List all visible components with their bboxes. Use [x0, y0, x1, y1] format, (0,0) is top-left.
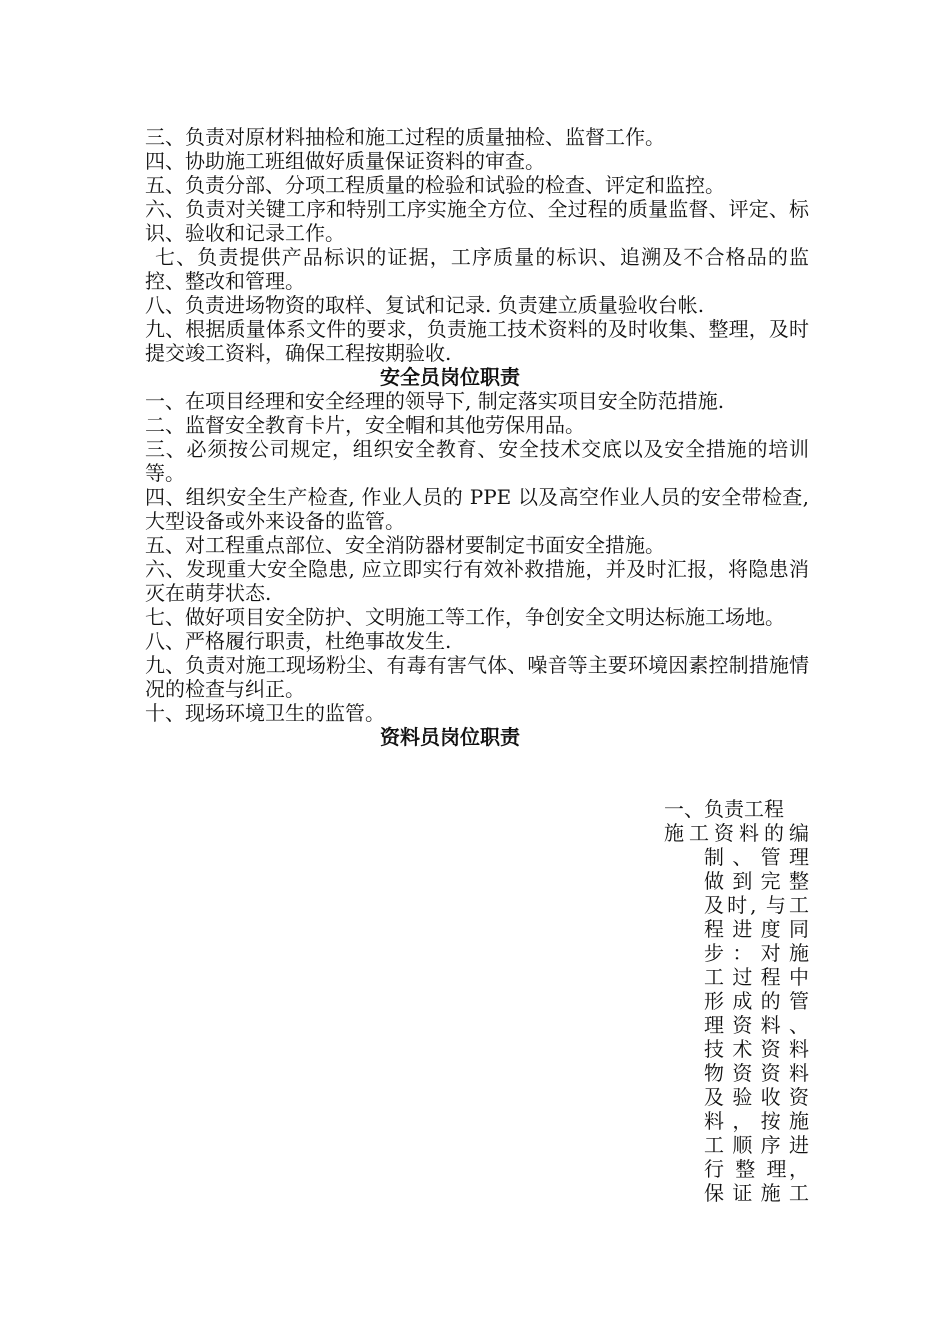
quality-duty-5: 五、负责分部、分项工程质量的检验和试验的检查、评定和监控。 — [145, 173, 725, 197]
records-line: 制、管理 — [704, 845, 809, 869]
records-line: 程进度同 — [704, 917, 809, 941]
records-line: 技术资料 — [704, 1037, 809, 1061]
safety-duty-9: 九、负责对施工现场粉尘、有毒有害气体、噪音等主要环境因素控制措施情况的检查与纠正。 — [145, 653, 809, 701]
records-line: 行 整 理， — [704, 1157, 809, 1181]
records-line: 一、负责工程 — [664, 797, 784, 821]
quality-duty-4: 四、协助施工班组做好质量保证资料的审查。 — [145, 149, 545, 173]
safety-duty-10: 十、现场环境卫生的监管。 — [145, 701, 385, 725]
safety-duty-5: 五、对工程重点部位、安全消防器材要制定书面安全措施。 — [145, 533, 665, 557]
records-line: 及验收资 — [704, 1085, 809, 1109]
safety-duty-1: 一、在项目经理和安全经理的领导下, 制定落实项目安全防范措施. — [145, 389, 725, 413]
records-line: 做到完整 — [704, 869, 809, 893]
quality-duty-9: 九、根据质量体系文件的要求，负责施工技术资料的及时收集、整理，及时提交竣工资料，确保工程按期验收. — [145, 317, 809, 365]
safety-duty-8: 八、严格履行职责，杜绝事故发生. — [145, 629, 452, 653]
records-line: 保证施工 — [704, 1181, 809, 1205]
quality-duty-8: 八、负责进场物资的取样、复试和记录. 负责建立质量验收台帐. — [145, 293, 705, 317]
safety-duty-7: 七、做好项目安全防护、文明施工等工作，争创安全文明达标施工场地。 — [145, 605, 785, 629]
records-line: 料，按施 — [704, 1109, 809, 1133]
quality-duty-3: 三、负责对原材料抽检和施工过程的质量抽检、监督工作。 — [145, 125, 665, 149]
records-line: 形成的管 — [704, 989, 809, 1013]
safety-duty-3: 三、必须按公司规定，组织安全教育、安全技术交底以及安全措施的培训等。 — [145, 437, 809, 485]
quality-duty-6: 六、负责对关键工序和特别工序实施全方位、全过程的质量监督、评定、标识、验收和记录工作。 — [145, 197, 809, 245]
records-line: 工过程中 — [704, 965, 809, 989]
safety-duty-4: 四、组织安全生产检查, 作业人员的 PPE 以及高空作业人员的安全带检查, 大型设备或外来设备的监管。 — [145, 485, 809, 533]
records-line: 及时, 与工 — [704, 893, 809, 917]
quality-duty-7: 七、负责提供产品标识的证据，工序质量的标识、追溯及不合格品的监控、整改和管理。 — [145, 245, 809, 293]
records-line: 理资料、 — [704, 1013, 809, 1037]
records-line: 施工资料的编 — [664, 821, 809, 845]
records-duty-column — [664, 797, 809, 1205]
records-officer-heading: 资料员岗位职责 — [380, 725, 520, 749]
safety-duty-2: 二、监督安全教育卡片，安全帽和其他劳保用品。 — [145, 413, 585, 437]
safety-duty-6: 六、发现重大安全隐患, 应立即实行有效补救措施，并及时汇报，将隐患消灭在萌芽状态. — [145, 557, 809, 605]
records-line: 工顺序进 — [704, 1133, 809, 1157]
records-line: 物资资料 — [704, 1061, 809, 1085]
safety-officer-heading: 安全员岗位职责 — [380, 365, 520, 389]
records-line: 步：对施 — [704, 941, 809, 965]
document-body — [145, 125, 809, 749]
